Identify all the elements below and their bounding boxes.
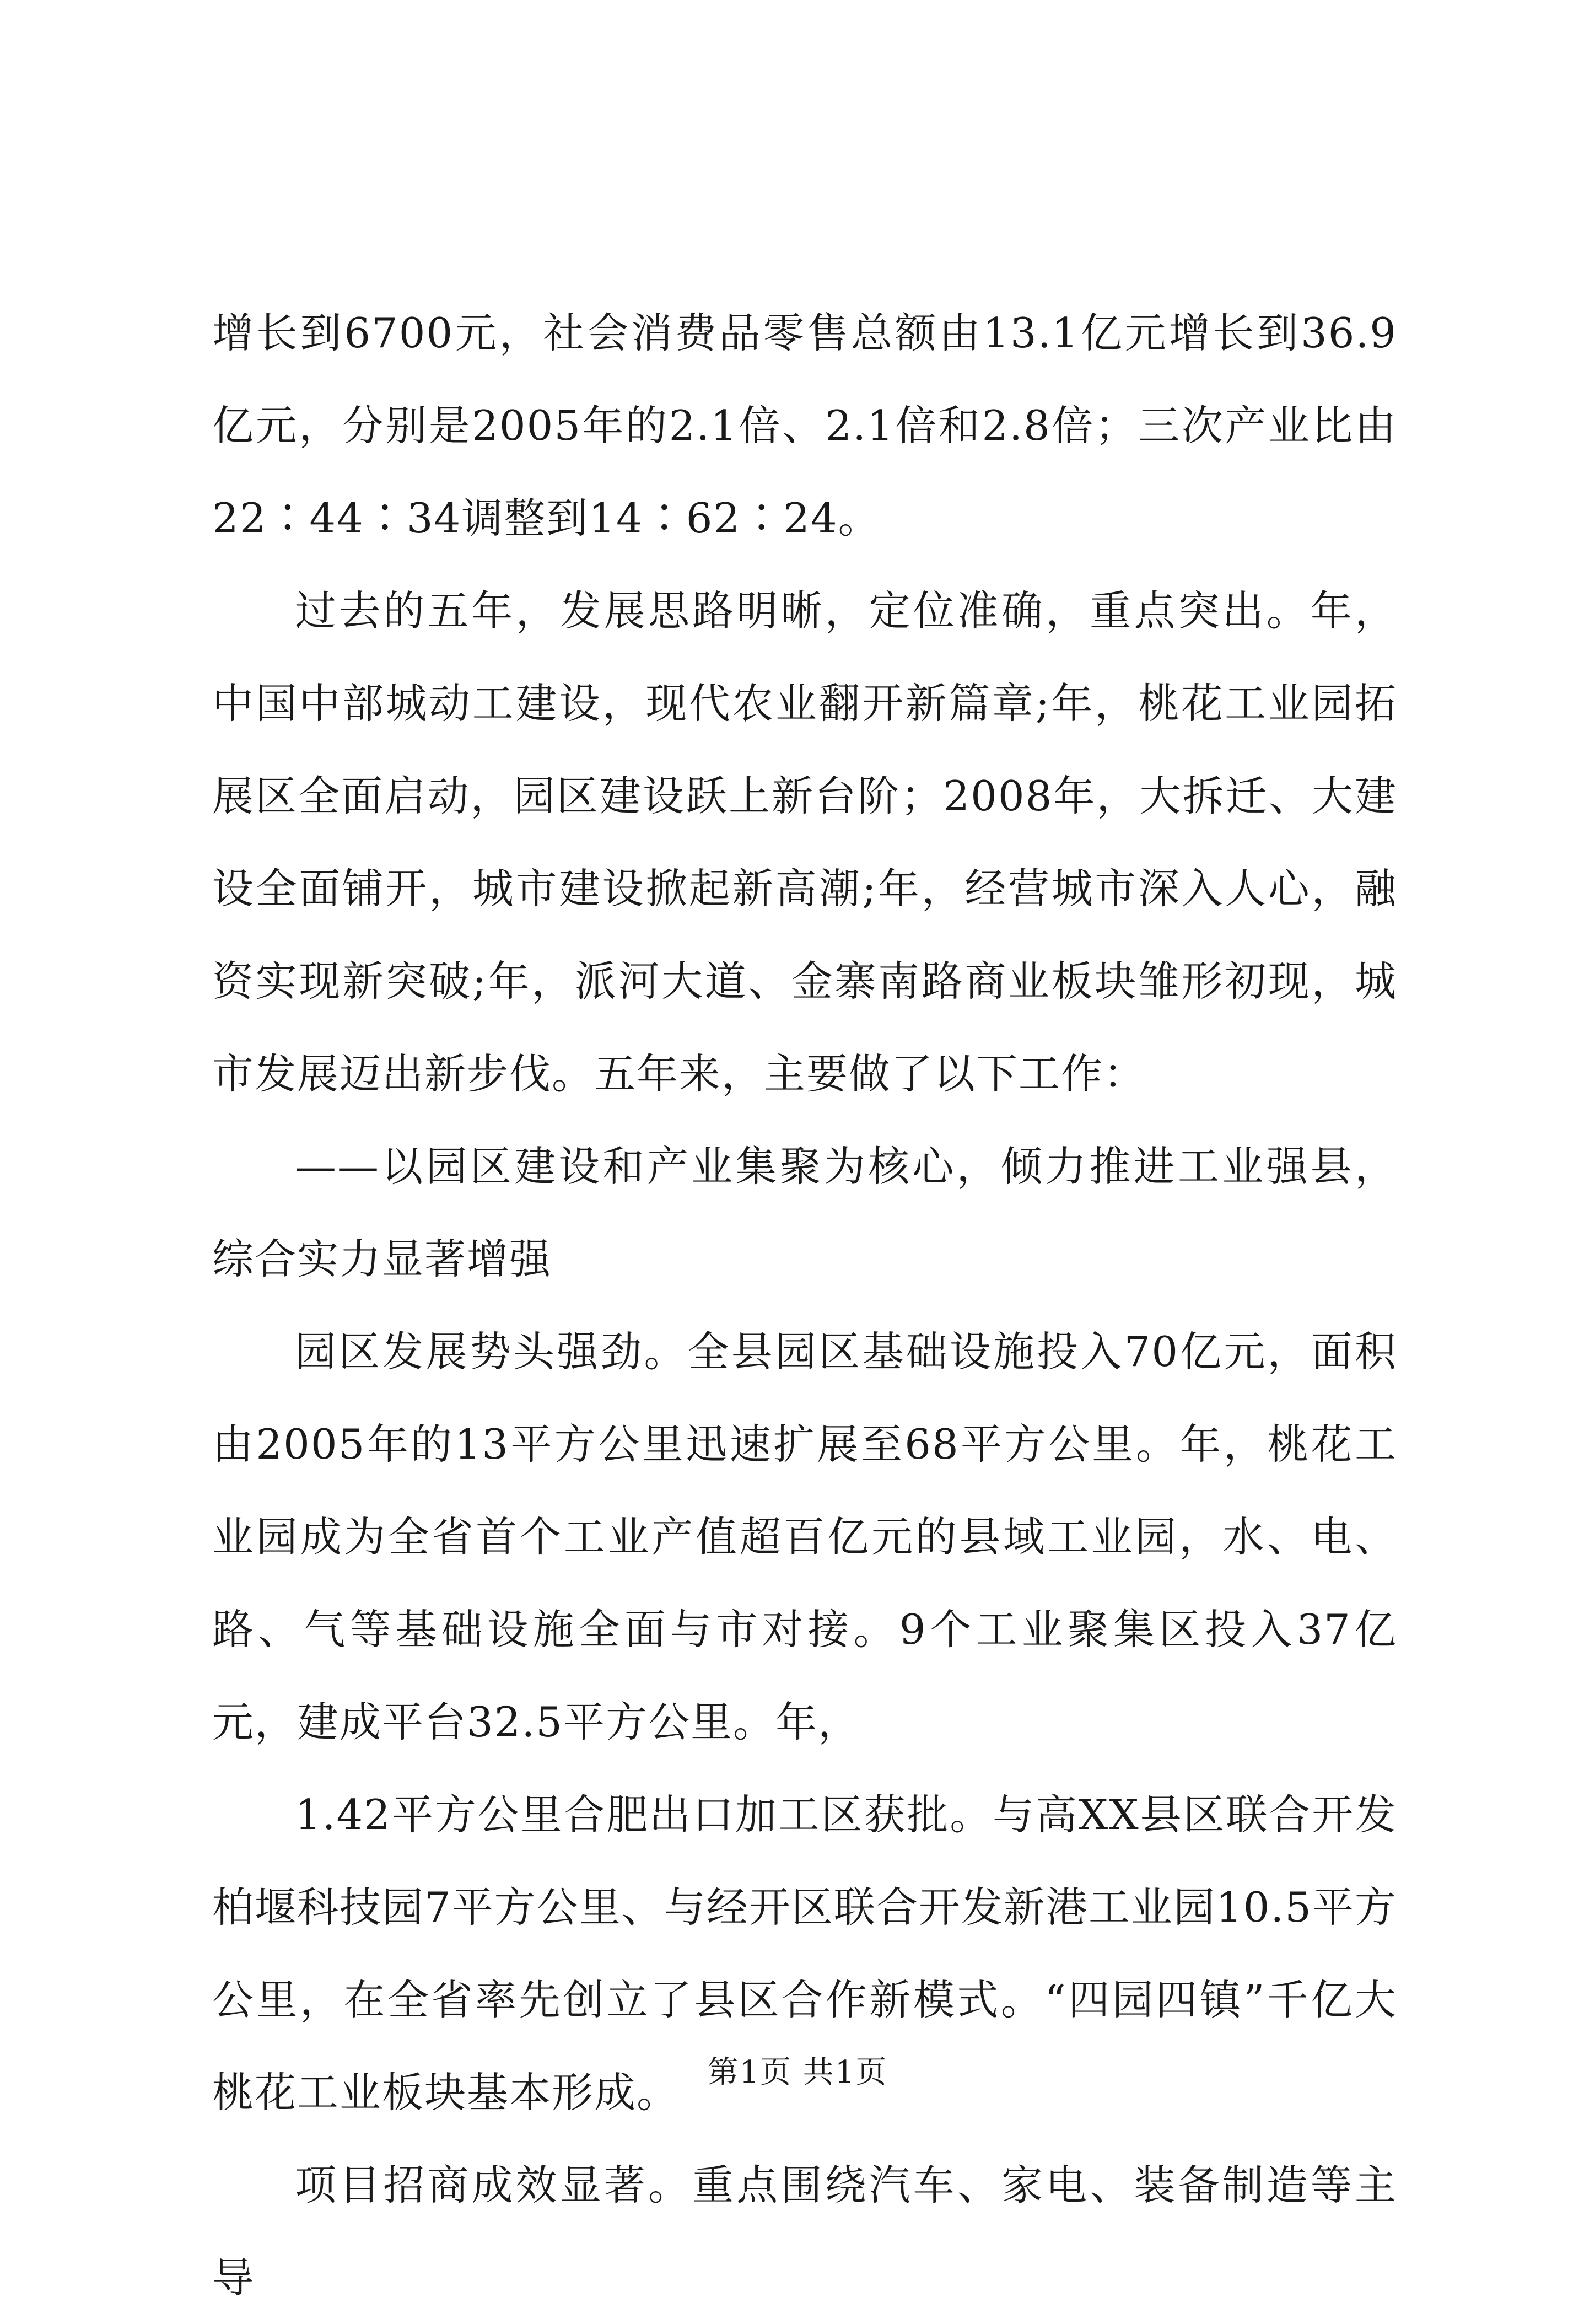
page-footer: 第1页 共1页: [707, 2054, 888, 2090]
paragraph-3: 园区发展势头强劲。全县园区基础设施投入70亿元，面积由2005年的13平方公里迅速扩展至68平方公里。年，桃花工业园成为全省首个工业产值超百亿元的县域工业园，水、电、路、气等基础设施全面与市对接。9个工业聚集区投入37亿元，建成平台32.5平方公里。年，: [212, 1327, 1397, 1746]
paragraph-1: 增长到6700元，社会消费品零售总额由13.1亿元增长到36.9亿元，分别是2005年的2.1倍、2.1倍和2.8倍；三次产业比由22∶44∶34调整到14∶62∶24。: [212, 309, 1397, 542]
paragraph-2: 过去的五年，发展思路明晰，定位准确，重点突出。年，中国中部城动工建设，现代农业翻开新篇章;年，桃花工业园拓展区全面启动，园区建设跃上新台阶；2008年，大拆迁、大建设全面铺开，城市建设掀起新高潮;年，经营城市深入人心，融资实现新突破;年，派河大道、金寨南路商业板块雏形初现，城市发展迈出新步伐。五年来，主要做了以下工作：: [212, 587, 1397, 1098]
paragraph-5: 项目招商成效显著。重点围绕汽车、家电、装备制造等主导: [212, 2161, 1397, 2302]
section-heading: ——以园区建设和产业集聚为核心，倾力推进工业强县，综合实力显著增强: [212, 1142, 1397, 1283]
document-body: [212, 287, 1397, 2324]
paragraph-4: 1.42平方公里合肥出口加工区获批。与高XX县区联合开发柏堰科技园7平方公里、与经开区联合开发新港工业园10.5平方公里，在全省率先创立了县区合作新模式。“四园四镇”千亿大桃花工业板块基本形成。: [212, 1790, 1397, 2117]
